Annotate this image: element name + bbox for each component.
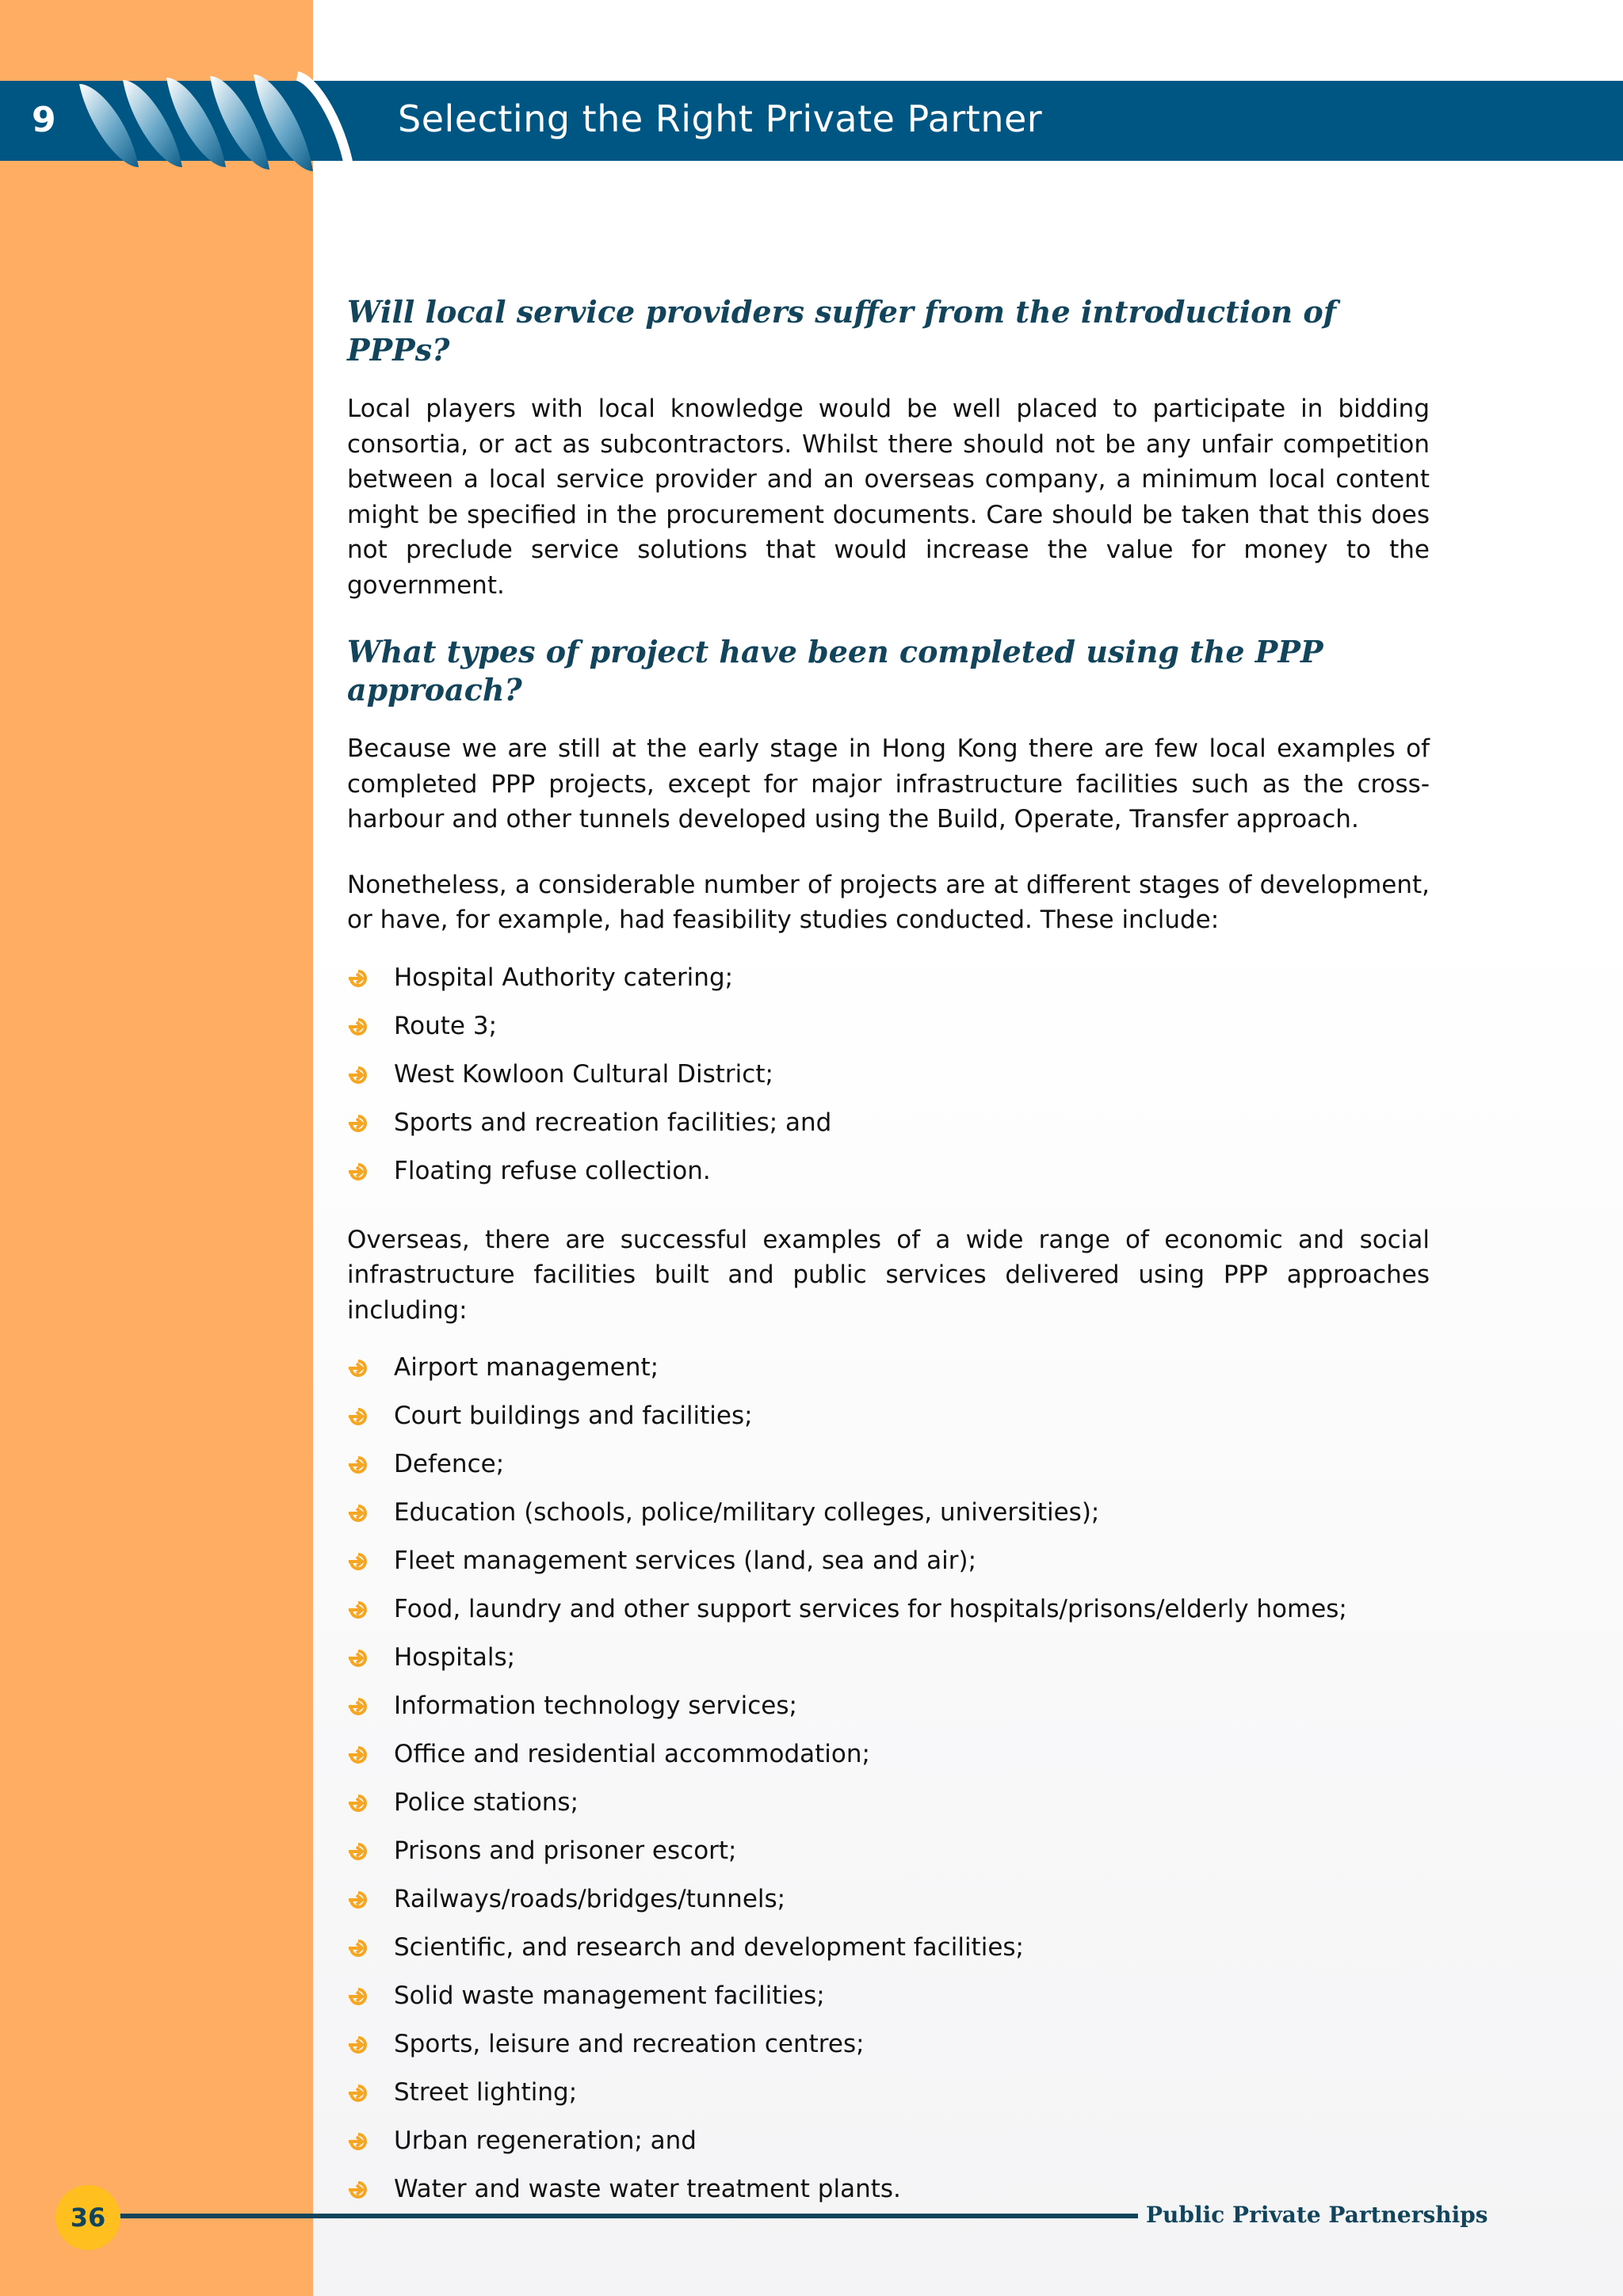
arrow-bullet-icon <box>347 2084 369 2103</box>
arrow-bullet-icon <box>347 1939 369 1958</box>
list-item-text: Water and waste water treatment plants. <box>394 2175 901 2203</box>
arrow-bullet-icon <box>347 1504 369 1523</box>
list-item <box>347 1875 1430 1924</box>
arrow-bullet-icon <box>347 1697 369 1716</box>
list-item-text: Education (schools, police/military colleges, universities); <box>394 1498 1100 1527</box>
list-item <box>347 1924 1430 1972</box>
list-item <box>347 1972 1430 2020</box>
arrow-bullet-icon <box>347 1552 369 1571</box>
list-item-text: Floating refuse collection. <box>394 1156 711 1185</box>
list-item <box>347 1489 1430 1537</box>
list-item-text: Sports and recreation facilities; and <box>394 1108 832 1137</box>
arrow-bullet-icon <box>347 1745 369 1764</box>
arrow-bullet-icon <box>347 1359 369 1378</box>
list-item <box>347 1344 1430 1392</box>
list-item <box>347 1779 1430 1827</box>
list-item-text: Court buildings and facilities; <box>394 1402 753 1430</box>
list-item <box>347 1002 1430 1051</box>
list-item <box>347 2117 1430 2165</box>
header-swoosh-decoration <box>55 68 372 179</box>
list-item <box>347 1099 1430 1147</box>
local-projects-list <box>347 954 1430 1196</box>
list-item <box>347 1537 1430 1585</box>
arrow-bullet-icon <box>347 1649 369 1668</box>
list-item-text: Office and residential accommodation; <box>394 1740 870 1768</box>
page-number: 36 <box>70 2203 106 2233</box>
list-item-text: Police stations; <box>394 1788 579 1817</box>
list-item <box>347 954 1430 1002</box>
list-item-text: Railways/roads/bridges/tunnels; <box>394 1885 786 1913</box>
arrow-bullet-icon <box>347 1407 369 1426</box>
arrow-bullet-icon <box>347 1794 369 1813</box>
list-item-text: Information technology services; <box>394 1691 797 1720</box>
arrow-bullet-icon <box>347 2180 369 2199</box>
chapter-title: Selecting the Right Private Partner <box>398 97 1043 140</box>
arrow-bullet-icon <box>347 1890 369 1909</box>
section-heading: Will local service providers suffer from the introduction of PPPs? <box>347 294 1337 368</box>
arrow-bullet-icon <box>347 2132 369 2151</box>
body-paragraph: Nonetheless, a considerable number of projects are at different stages of development, or have, for example, had feasibility studies conducted. These include: <box>347 870 1430 934</box>
list-item-text: Airport management; <box>394 1353 659 1382</box>
list-item <box>347 1392 1430 1440</box>
arrow-bullet-icon <box>347 1987 369 2006</box>
arrow-bullet-icon <box>347 1162 369 1181</box>
main-content <box>347 293 1430 2241</box>
sidebar-band <box>0 0 313 2296</box>
body-paragraph: Overseas, there are successful examples of a wide range of economic and social infrastructure facilities built and public services delivered using PPP approaches including: <box>347 1225 1430 1325</box>
list-item <box>347 1585 1430 1634</box>
list-item-text: West Kowloon Cultural District; <box>394 1059 773 1089</box>
list-item-text: Prisons and prisoner escort; <box>394 1836 737 1865</box>
list-item <box>347 2020 1430 2069</box>
list-item-text: Sports, leisure and recreation centres; <box>394 2030 865 2058</box>
list-item <box>347 1682 1430 1730</box>
list-item-text: Hospital Authority catering; <box>394 963 734 992</box>
arrow-bullet-icon <box>347 1842 369 1861</box>
list-item <box>347 1051 1430 1099</box>
body-paragraph: Local players with local knowledge would be well placed to participate in bidding consortia, or act as subcontractors. Whilst there should not be any unfair competition between a local service provider and an overseas company, a minimum local content might be specified in the procurement documents. Care should be taken that this does not preclude service solutions that would increase the value for money to the government. <box>347 395 1430 600</box>
arrow-bullet-icon <box>347 1600 369 1619</box>
arrow-bullet-icon <box>347 1066 369 1085</box>
list-item-text: Defence; <box>394 1450 505 1478</box>
list-item-text: Route 3; <box>394 1011 498 1040</box>
list-item-text: Urban regeneration; and <box>394 2126 697 2155</box>
list-item <box>347 1827 1430 1875</box>
list-item-text: Hospitals; <box>394 1643 516 1672</box>
section-heading: What types of project have been completed using the PPP approach? <box>347 634 1323 707</box>
footer-publication-title: Public Private Partnerships <box>1146 2202 1488 2228</box>
list-item <box>347 1440 1430 1489</box>
list-item-text: Fleet management services (land, sea and air); <box>394 1547 977 1575</box>
list-item <box>347 1634 1430 1682</box>
arrow-bullet-icon <box>347 1455 369 1474</box>
list-item-text: Scientific, and research and development facilities; <box>394 1933 1024 1962</box>
arrow-bullet-icon <box>347 1017 369 1036</box>
arrow-bullet-icon <box>347 2035 369 2054</box>
body-paragraph: Because we are still at the early stage in Hong Kong there are few local examples of completed PPP projects, except for major infrastructure facilities such as the cross-harbour and other tunnels developed using the Build, Operate, Transfer approach. <box>347 734 1430 833</box>
list-item <box>347 1730 1430 1779</box>
list-item-text: Street lighting; <box>394 2078 578 2107</box>
chapter-number: 9 <box>32 100 56 140</box>
list-item <box>347 1147 1430 1196</box>
arrow-bullet-icon <box>347 1114 369 1133</box>
overseas-projects-list <box>347 1344 1430 2214</box>
list-item <box>347 2069 1430 2117</box>
list-item-text: Solid waste management facilities; <box>394 1981 825 2010</box>
footer-rule <box>119 2214 1138 2218</box>
list-item-text: Food, laundry and other support services for hospitals/prisons/elderly homes; <box>394 1595 1347 1623</box>
arrow-bullet-icon <box>347 969 369 988</box>
